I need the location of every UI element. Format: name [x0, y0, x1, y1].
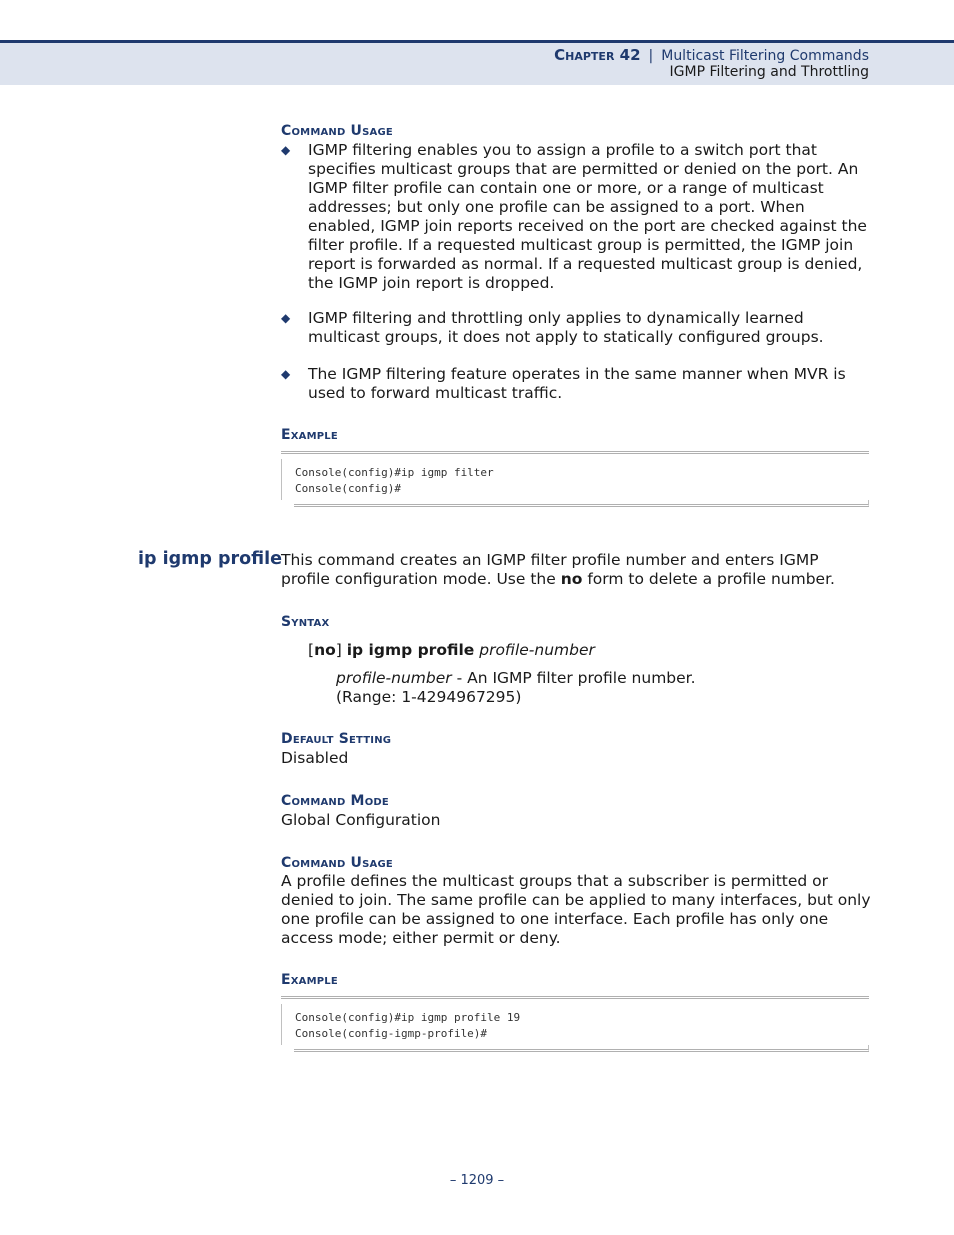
syntax-no: no	[314, 641, 336, 659]
command-description	[281, 551, 871, 589]
usage-bullet	[281, 365, 871, 403]
default-setting-heading: Default Setting	[281, 731, 392, 747]
desc-text-b: form to delete a profile number.	[582, 570, 835, 588]
syntax-open-bracket: [	[308, 641, 315, 659]
code-text: Console(config)#ip igmp filter Console(config)#	[281, 459, 869, 500]
running-header-chapter	[554, 46, 869, 64]
code-example-2	[281, 996, 869, 1052]
code-text: Console(config)#ip igmp profile 19 Console(config-igmp-profile)#	[281, 1004, 869, 1045]
code-top-rule	[281, 451, 869, 458]
example-heading-2: Example	[281, 972, 338, 988]
code-example	[281, 451, 869, 507]
diamond-bullet-icon: ◆	[281, 367, 291, 381]
desc-no-keyword: no	[560, 570, 583, 588]
parameter-text: - An IGMP filter profile number.	[451, 669, 696, 687]
bullet-text: The IGMP filtering feature operates in the same manner when MVR is used to forward multicast traffic.	[308, 365, 846, 402]
parameter-description	[336, 669, 876, 707]
command-usage-heading-2: Command Usage	[281, 855, 393, 871]
syntax-parameter: profile-number	[479, 641, 595, 659]
command-mode-value: Global Configuration	[281, 811, 441, 829]
command-mode-heading: Command Mode	[281, 793, 389, 809]
code-top-rule	[281, 996, 869, 1003]
desc-text-a: This command creates an IGMP filter profile number and enters IGMP profile configuration mode. Use the	[281, 551, 819, 588]
default-setting-value: Disabled	[281, 749, 349, 767]
bullet-text: IGMP filtering enables you to assign a profile to a switch port that specifies multicast groups that are permitted or denied on the port. An IGMP filter profile can contain one or more, or a range of multicast addresses; but only one profile can be assigned to a port. When enabled, IGMP join reports received on the port are checked against the filter profile. If a requested multicast group is permitted, the IGMP join report is forwarded as normal. If a requested multicast group is denied, the IGMP join report is dropped.	[308, 141, 867, 292]
command-name: ip igmp profile	[138, 549, 283, 569]
syntax-line	[308, 641, 898, 660]
command-usage-text: A profile defines the multicast groups that a subscriber is permitted or denied to join. The same profile can be applied to many interfaces, but only one profile can be assigned to one interface. Each profile has only one access mode; either permit or deny.	[281, 872, 871, 947]
bullet-text: IGMP filtering and throttling only applies to dynamically learned multicast groups, it does not apply to statically configured groups.	[308, 309, 824, 346]
chapter-number: Chapter 42	[554, 46, 641, 64]
command-usage-heading: Command Usage	[281, 123, 393, 139]
running-header-section: IGMP Filtering and Throttling	[669, 64, 869, 80]
syntax-command: ip igmp profile	[346, 641, 475, 659]
parameter-range: (Range: 1-4294967295)	[336, 688, 522, 706]
example-heading: Example	[281, 427, 338, 443]
usage-bullet	[281, 141, 871, 293]
code-bottom-rule	[294, 1045, 869, 1052]
chapter-title: Multicast Filtering Commands	[661, 48, 869, 64]
header-separator: |	[648, 48, 654, 64]
syntax-close-bracket: ]	[335, 641, 347, 659]
diamond-bullet-icon: ◆	[281, 311, 291, 325]
page-number: – 1209 –	[449, 1173, 505, 1188]
parameter-name: profile-number	[336, 669, 452, 687]
syntax-heading: Syntax	[281, 614, 330, 630]
diamond-bullet-icon: ◆	[281, 143, 291, 157]
usage-bullet	[281, 309, 871, 347]
code-bottom-rule	[294, 500, 869, 507]
